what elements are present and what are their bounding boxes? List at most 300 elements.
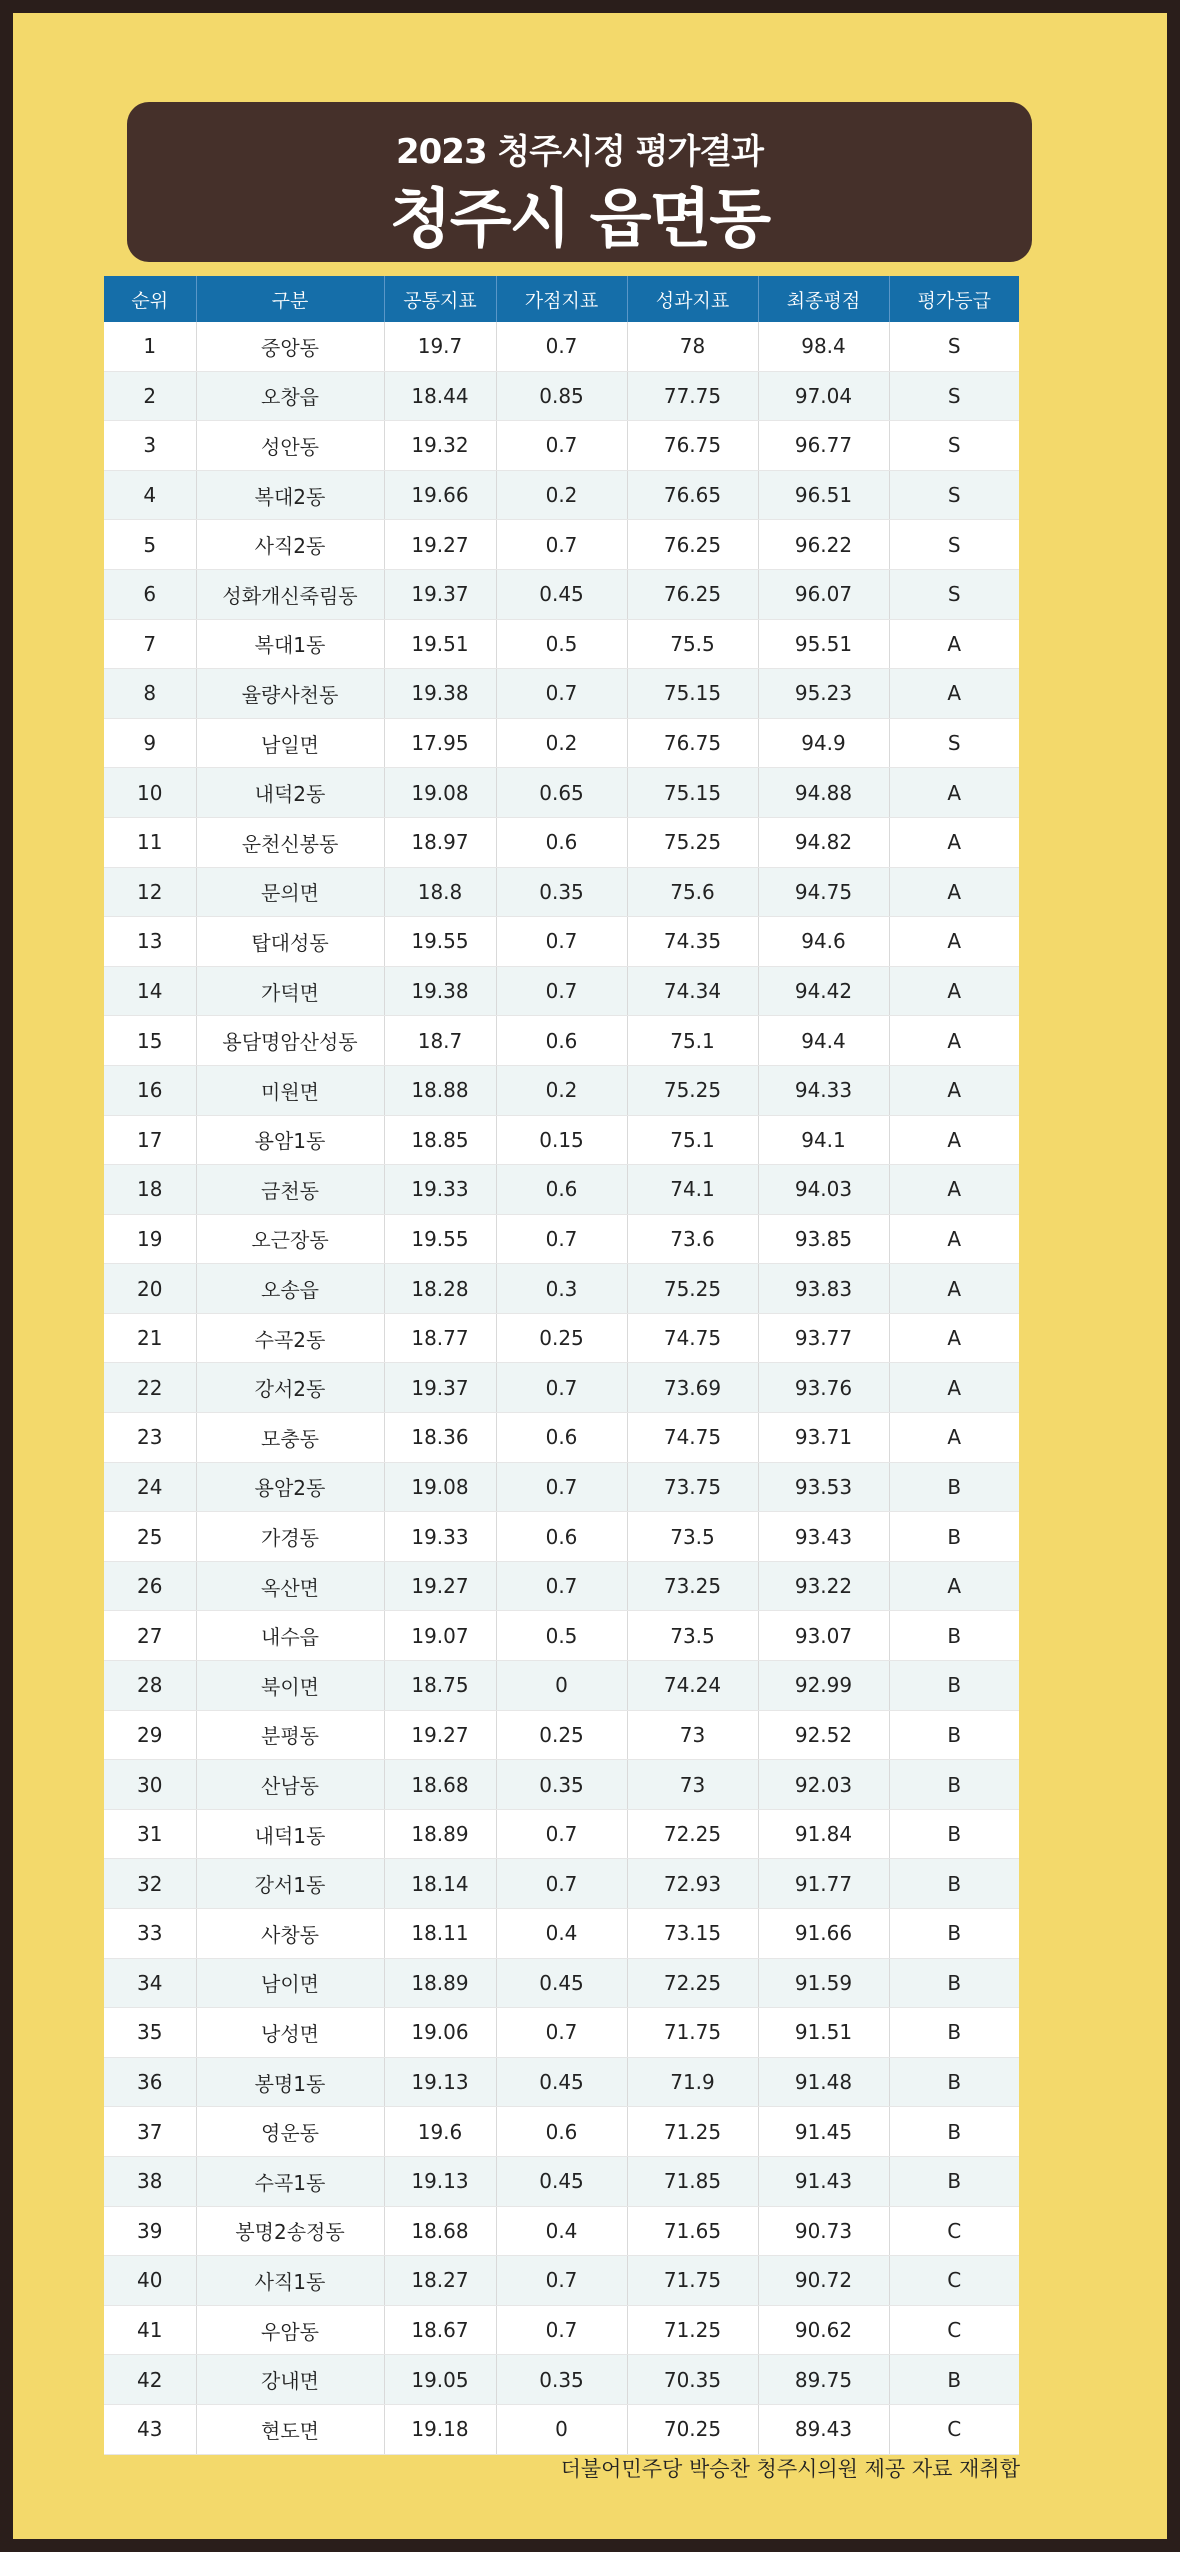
common-index-cell: 19.38 [384, 966, 496, 1016]
performance-index-cell: 74.24 [627, 1661, 758, 1711]
grade-cell: A [889, 669, 1019, 719]
title-banner [127, 102, 1032, 262]
bonus-index-cell: 0.35 [496, 1760, 627, 1810]
rank-cell: 43 [104, 2404, 196, 2454]
common-index-cell: 18.27 [384, 2256, 496, 2306]
final-score-cell: 91.66 [758, 1909, 889, 1959]
district-cell: 중앙동 [196, 322, 384, 371]
table-header-row [104, 276, 1019, 322]
grade-cell: A [889, 1165, 1019, 1215]
final-score-cell: 89.43 [758, 2404, 889, 2454]
bonus-index-cell: 0.45 [496, 2156, 627, 2206]
grade-cell: A [889, 917, 1019, 967]
district-cell: 북이면 [196, 1661, 384, 1711]
district-cell: 남일면 [196, 718, 384, 768]
grade-cell: A [889, 867, 1019, 917]
rank-cell: 13 [104, 917, 196, 967]
ranking-table [104, 276, 1019, 2455]
performance-index-cell: 75.1 [627, 1115, 758, 1165]
district-cell: 용암1동 [196, 1115, 384, 1165]
final-score-cell: 98.4 [758, 322, 889, 371]
rank-cell: 18 [104, 1165, 196, 1215]
district-cell: 내덕2동 [196, 768, 384, 818]
common-index-cell: 19.33 [384, 1512, 496, 1562]
bonus-index-cell: 0.6 [496, 2107, 627, 2157]
district-cell: 봉명1동 [196, 2057, 384, 2107]
common-index-cell: 18.89 [384, 1958, 496, 2008]
final-score-cell: 93.83 [758, 1264, 889, 1314]
rank-cell: 15 [104, 1016, 196, 1066]
district-cell: 산남동 [196, 1760, 384, 1810]
performance-index-cell: 76.25 [627, 569, 758, 619]
district-cell: 미원면 [196, 1065, 384, 1115]
final-score-cell: 96.51 [758, 470, 889, 520]
bonus-index-cell: 0.7 [496, 1561, 627, 1611]
final-score-cell: 93.22 [758, 1561, 889, 1611]
bonus-index-cell: 0.7 [496, 1462, 627, 1512]
district-cell: 오근장동 [196, 1214, 384, 1264]
final-score-cell: 91.43 [758, 2156, 889, 2206]
grade-cell: B [889, 1909, 1019, 1959]
grade-cell: A [889, 1413, 1019, 1463]
grade-cell: B [889, 1512, 1019, 1562]
performance-index-cell: 75.25 [627, 1264, 758, 1314]
table-row [104, 2156, 1019, 2206]
rank-cell: 23 [104, 1413, 196, 1463]
bonus-index-cell: 0.7 [496, 1214, 627, 1264]
grade-cell: A [889, 1264, 1019, 1314]
grade-cell: S [889, 569, 1019, 619]
table-row [104, 2256, 1019, 2306]
district-cell: 복대1동 [196, 619, 384, 669]
common-index-cell: 17.95 [384, 718, 496, 768]
district-cell: 내덕1동 [196, 1809, 384, 1859]
common-index-cell: 18.85 [384, 1115, 496, 1165]
bonus-index-cell: 0 [496, 1661, 627, 1711]
grade-cell: S [889, 371, 1019, 421]
common-index-cell: 18.28 [384, 1264, 496, 1314]
bonus-index-cell: 0.7 [496, 1859, 627, 1909]
district-cell: 분평동 [196, 1710, 384, 1760]
final-score-cell: 94.42 [758, 966, 889, 1016]
district-cell: 영운동 [196, 2107, 384, 2157]
district-cell: 복대2동 [196, 470, 384, 520]
common-index-cell: 19.38 [384, 669, 496, 719]
rank-cell: 39 [104, 2206, 196, 2256]
bonus-index-cell: 0.4 [496, 1909, 627, 1959]
common-index-cell: 18.11 [384, 1909, 496, 1959]
table-row [104, 917, 1019, 967]
performance-index-cell: 74.34 [627, 966, 758, 1016]
common-index-cell: 19.37 [384, 1363, 496, 1413]
table-row [104, 1859, 1019, 1909]
grade-cell: B [889, 1760, 1019, 1810]
performance-index-cell: 75.1 [627, 1016, 758, 1066]
bonus-index-cell: 0.45 [496, 1958, 627, 2008]
rank-cell: 22 [104, 1363, 196, 1413]
rank-cell: 42 [104, 2355, 196, 2405]
performance-index-cell: 76.75 [627, 718, 758, 768]
performance-index-cell: 75.6 [627, 867, 758, 917]
performance-index-cell: 73 [627, 1760, 758, 1810]
final-score-cell: 95.51 [758, 619, 889, 669]
district-cell: 오송읍 [196, 1264, 384, 1314]
common-index-cell: 18.68 [384, 2206, 496, 2256]
grade-cell: B [889, 2008, 1019, 2058]
table-row [104, 470, 1019, 520]
bonus-index-cell: 0.7 [496, 669, 627, 719]
common-index-cell: 19.18 [384, 2404, 496, 2454]
rank-cell: 27 [104, 1611, 196, 1661]
grade-cell: B [889, 1462, 1019, 1512]
bonus-index-cell: 0.7 [496, 1809, 627, 1859]
performance-index-cell: 77.75 [627, 371, 758, 421]
common-index-cell: 18.88 [384, 1065, 496, 1115]
grade-cell: C [889, 2305, 1019, 2355]
performance-index-cell: 75.15 [627, 669, 758, 719]
performance-index-cell: 75.25 [627, 817, 758, 867]
table-row [104, 1661, 1019, 1711]
performance-index-cell: 76.75 [627, 421, 758, 471]
district-cell: 우암동 [196, 2305, 384, 2355]
district-cell: 수곡2동 [196, 1313, 384, 1363]
common-index-cell: 19.08 [384, 1462, 496, 1512]
district-cell: 율량사천동 [196, 669, 384, 719]
bonus-index-cell: 0.15 [496, 1115, 627, 1165]
table-row [104, 520, 1019, 570]
bonus-index-cell: 0.35 [496, 2355, 627, 2405]
performance-index-cell: 70.25 [627, 2404, 758, 2454]
grade-cell: B [889, 2355, 1019, 2405]
district-cell: 가경동 [196, 1512, 384, 1562]
table-row [104, 1462, 1019, 1512]
common-index-cell: 19.55 [384, 1214, 496, 1264]
performance-index-cell: 74.35 [627, 917, 758, 967]
table-row [104, 817, 1019, 867]
performance-index-cell: 72.93 [627, 1859, 758, 1909]
grade-cell: B [889, 2057, 1019, 2107]
district-cell: 용암2동 [196, 1462, 384, 1512]
district-cell: 성화개신죽림동 [196, 569, 384, 619]
performance-index-cell: 73.5 [627, 1611, 758, 1661]
final-score-cell: 97.04 [758, 371, 889, 421]
grade-cell: A [889, 966, 1019, 1016]
performance-index-cell: 76.25 [627, 520, 758, 570]
final-score-cell: 96.07 [758, 569, 889, 619]
district-cell: 오창읍 [196, 371, 384, 421]
common-index-cell: 18.75 [384, 1661, 496, 1711]
performance-index-cell: 71.9 [627, 2057, 758, 2107]
common-index-cell: 18.36 [384, 1413, 496, 1463]
common-index-cell: 19.6 [384, 2107, 496, 2157]
table-row [104, 2206, 1019, 2256]
final-score-cell: 95.23 [758, 669, 889, 719]
final-score-cell: 91.48 [758, 2057, 889, 2107]
grade-cell: A [889, 1214, 1019, 1264]
final-score-cell: 93.71 [758, 1413, 889, 1463]
bonus-index-cell: 0.25 [496, 1710, 627, 1760]
table-row [104, 2404, 1019, 2454]
district-cell: 남이면 [196, 1958, 384, 2008]
bonus-index-cell: 0.5 [496, 619, 627, 669]
performance-index-cell: 72.25 [627, 1809, 758, 1859]
common-index-cell: 19.07 [384, 1611, 496, 1661]
bonus-index-cell: 0.3 [496, 1264, 627, 1314]
table-row [104, 1016, 1019, 1066]
rank-cell: 32 [104, 1859, 196, 1909]
performance-index-cell: 71.25 [627, 2305, 758, 2355]
district-cell: 봉명2송정동 [196, 2206, 384, 2256]
performance-index-cell: 75.15 [627, 768, 758, 818]
bonus-index-cell: 0.2 [496, 718, 627, 768]
performance-index-cell: 70.35 [627, 2355, 758, 2405]
final-score-cell: 92.52 [758, 1710, 889, 1760]
bonus-index-cell: 0.4 [496, 2206, 627, 2256]
final-score-cell: 90.72 [758, 2256, 889, 2306]
table-row [104, 669, 1019, 719]
table-row [104, 2107, 1019, 2157]
performance-index-cell: 73.15 [627, 1909, 758, 1959]
rank-cell: 41 [104, 2305, 196, 2355]
rank-cell: 31 [104, 1809, 196, 1859]
table-row [104, 768, 1019, 818]
rank-cell: 7 [104, 619, 196, 669]
final-score-cell: 94.75 [758, 867, 889, 917]
grade-cell: B [889, 1710, 1019, 1760]
final-score-cell: 91.59 [758, 1958, 889, 2008]
rank-cell: 17 [104, 1115, 196, 1165]
district-cell: 강내면 [196, 2355, 384, 2405]
grade-cell: A [889, 1065, 1019, 1115]
rank-cell: 38 [104, 2156, 196, 2206]
common-index-cell: 19.33 [384, 1165, 496, 1215]
rank-cell: 36 [104, 2057, 196, 2107]
table-row [104, 1512, 1019, 1562]
common-index-cell: 19.37 [384, 569, 496, 619]
grade-cell: B [889, 1611, 1019, 1661]
common-index-cell: 18.97 [384, 817, 496, 867]
bonus-index-cell: 0.2 [496, 470, 627, 520]
district-header: 구분 [196, 276, 384, 322]
rank-cell: 16 [104, 1065, 196, 1115]
grade-header: 평가등급 [889, 276, 1019, 322]
bonus-index-cell: 0.45 [496, 2057, 627, 2107]
bonus-index-cell: 0.35 [496, 867, 627, 917]
rank-cell: 10 [104, 768, 196, 818]
performance-index-cell: 74.75 [627, 1413, 758, 1463]
final-score-cell: 94.03 [758, 1165, 889, 1215]
common-index-cell: 18.8 [384, 867, 496, 917]
table-row [104, 1760, 1019, 1810]
bonus-index-cell: 0.7 [496, 2256, 627, 2306]
grade-cell: A [889, 619, 1019, 669]
table-row [104, 569, 1019, 619]
rank-cell: 4 [104, 470, 196, 520]
final-score-cell: 94.88 [758, 768, 889, 818]
final-score-cell: 94.4 [758, 1016, 889, 1066]
final-score-cell: 96.22 [758, 520, 889, 570]
performance-index-cell: 75.5 [627, 619, 758, 669]
common-index-cell: 19.27 [384, 520, 496, 570]
rank-cell: 35 [104, 2008, 196, 2058]
rank-cell: 14 [104, 966, 196, 1016]
common-index-cell: 19.27 [384, 1561, 496, 1611]
final-score-cell: 93.85 [758, 1214, 889, 1264]
rank-cell: 29 [104, 1710, 196, 1760]
common-index-cell: 18.68 [384, 1760, 496, 1810]
rank-cell: 25 [104, 1512, 196, 1562]
table-row [104, 1611, 1019, 1661]
rank-cell: 6 [104, 569, 196, 619]
common-index-cell: 19.13 [384, 2057, 496, 2107]
table-row [104, 1165, 1019, 1215]
grade-cell: A [889, 1115, 1019, 1165]
final-score-cell: 94.6 [758, 917, 889, 967]
table-row [104, 1313, 1019, 1363]
grade-cell: A [889, 1313, 1019, 1363]
district-cell: 문의면 [196, 867, 384, 917]
final-score-cell: 94.9 [758, 718, 889, 768]
final-score-cell: 94.82 [758, 817, 889, 867]
table-row [104, 1363, 1019, 1413]
performance-index-cell: 78 [627, 322, 758, 371]
table-row [104, 619, 1019, 669]
common-index-cell: 18.14 [384, 1859, 496, 1909]
rank-cell: 3 [104, 421, 196, 471]
grade-cell: A [889, 817, 1019, 867]
district-cell: 성안동 [196, 421, 384, 471]
final-score-cell: 93.76 [758, 1363, 889, 1413]
final-score-header: 최종평점 [758, 276, 889, 322]
table-row [104, 1115, 1019, 1165]
table-row [104, 1264, 1019, 1314]
bonus-index-cell: 0.7 [496, 322, 627, 371]
rank-cell: 8 [104, 669, 196, 719]
bonus-index-cell: 0.7 [496, 2008, 627, 2058]
rank-cell: 26 [104, 1561, 196, 1611]
bonus-index-cell: 0.6 [496, 1165, 627, 1215]
common-index-cell: 19.55 [384, 917, 496, 967]
bonus-index-cell: 0.65 [496, 768, 627, 818]
final-score-cell: 94.33 [758, 1065, 889, 1115]
district-cell: 탑대성동 [196, 917, 384, 967]
bonus-index-cell: 0.7 [496, 1363, 627, 1413]
rank-cell: 9 [104, 718, 196, 768]
table-row [104, 371, 1019, 421]
bonus-index-cell: 0.25 [496, 1313, 627, 1363]
common-index-cell: 19.13 [384, 2156, 496, 2206]
common-index-cell: 19.27 [384, 1710, 496, 1760]
common-index-cell: 19.08 [384, 768, 496, 818]
grade-cell: A [889, 768, 1019, 818]
performance-index-cell: 73.69 [627, 1363, 758, 1413]
district-cell: 가덕면 [196, 966, 384, 1016]
grade-cell: B [889, 2107, 1019, 2157]
table-row [104, 421, 1019, 471]
rank-header: 순위 [104, 276, 196, 322]
common-index-cell: 19.05 [384, 2355, 496, 2405]
performance-index-cell: 76.65 [627, 470, 758, 520]
final-score-cell: 93.07 [758, 1611, 889, 1661]
table-row [104, 2355, 1019, 2405]
final-score-cell: 92.03 [758, 1760, 889, 1810]
rank-cell: 21 [104, 1313, 196, 1363]
district-cell: 내수읍 [196, 1611, 384, 1661]
grade-cell: S [889, 322, 1019, 371]
table-row [104, 718, 1019, 768]
final-score-cell: 92.99 [758, 1661, 889, 1711]
bonus-index-cell: 0.6 [496, 1512, 627, 1562]
bonus-index-cell: 0.6 [496, 1016, 627, 1066]
table-row [104, 2305, 1019, 2355]
grade-cell: C [889, 2206, 1019, 2256]
source-note: 더불어민주당 박승찬 청주시의원 제공 자료 재취합 [560, 2457, 1020, 2481]
performance-index-cell: 73.75 [627, 1462, 758, 1512]
performance-index-cell: 73.5 [627, 1512, 758, 1562]
rank-cell: 1 [104, 322, 196, 371]
performance-index-cell: 71.85 [627, 2156, 758, 2206]
district-cell: 사직1동 [196, 2256, 384, 2306]
rank-cell: 37 [104, 2107, 196, 2157]
table-row [104, 1413, 1019, 1463]
page-subtitle: 2023 청주시정 평가결과 [395, 132, 764, 172]
bonus-index-cell: 0 [496, 2404, 627, 2454]
table-row [104, 1809, 1019, 1859]
district-cell: 강서1동 [196, 1859, 384, 1909]
final-score-cell: 90.73 [758, 2206, 889, 2256]
grade-cell: S [889, 718, 1019, 768]
grade-cell: B [889, 1661, 1019, 1711]
district-cell: 운천신봉동 [196, 817, 384, 867]
performance-index-header: 성과지표 [627, 276, 758, 322]
bonus-index-cell: 0.7 [496, 2305, 627, 2355]
table-row [104, 966, 1019, 1016]
district-cell: 낭성면 [196, 2008, 384, 2058]
grade-cell: S [889, 470, 1019, 520]
final-score-cell: 93.43 [758, 1512, 889, 1562]
rank-cell: 30 [104, 1760, 196, 1810]
table-row [104, 1065, 1019, 1115]
bonus-index-cell: 0.85 [496, 371, 627, 421]
final-score-cell: 91.45 [758, 2107, 889, 2157]
bonus-index-cell: 0.2 [496, 1065, 627, 1115]
performance-index-cell: 71.75 [627, 2008, 758, 2058]
rank-cell: 19 [104, 1214, 196, 1264]
grade-cell: B [889, 1859, 1019, 1909]
rank-cell: 24 [104, 1462, 196, 1512]
table-body [104, 322, 1019, 2454]
final-score-cell: 91.77 [758, 1859, 889, 1909]
performance-index-cell: 73.6 [627, 1214, 758, 1264]
grade-cell: A [889, 1363, 1019, 1413]
district-cell: 강서2동 [196, 1363, 384, 1413]
grade-cell: C [889, 2256, 1019, 2306]
bonus-index-cell: 0.7 [496, 917, 627, 967]
grade-cell: S [889, 421, 1019, 471]
table-row [104, 2008, 1019, 2058]
district-cell: 수곡1동 [196, 2156, 384, 2206]
common-index-cell: 18.89 [384, 1809, 496, 1859]
district-cell: 모충동 [196, 1413, 384, 1463]
rank-cell: 34 [104, 1958, 196, 2008]
rank-cell: 11 [104, 817, 196, 867]
page-title: 청주시 읍면동 [389, 183, 770, 257]
rank-cell: 2 [104, 371, 196, 421]
final-score-cell: 94.1 [758, 1115, 889, 1165]
grade-cell: B [889, 2156, 1019, 2206]
performance-index-cell: 74.75 [627, 1313, 758, 1363]
table-row [104, 1958, 1019, 2008]
